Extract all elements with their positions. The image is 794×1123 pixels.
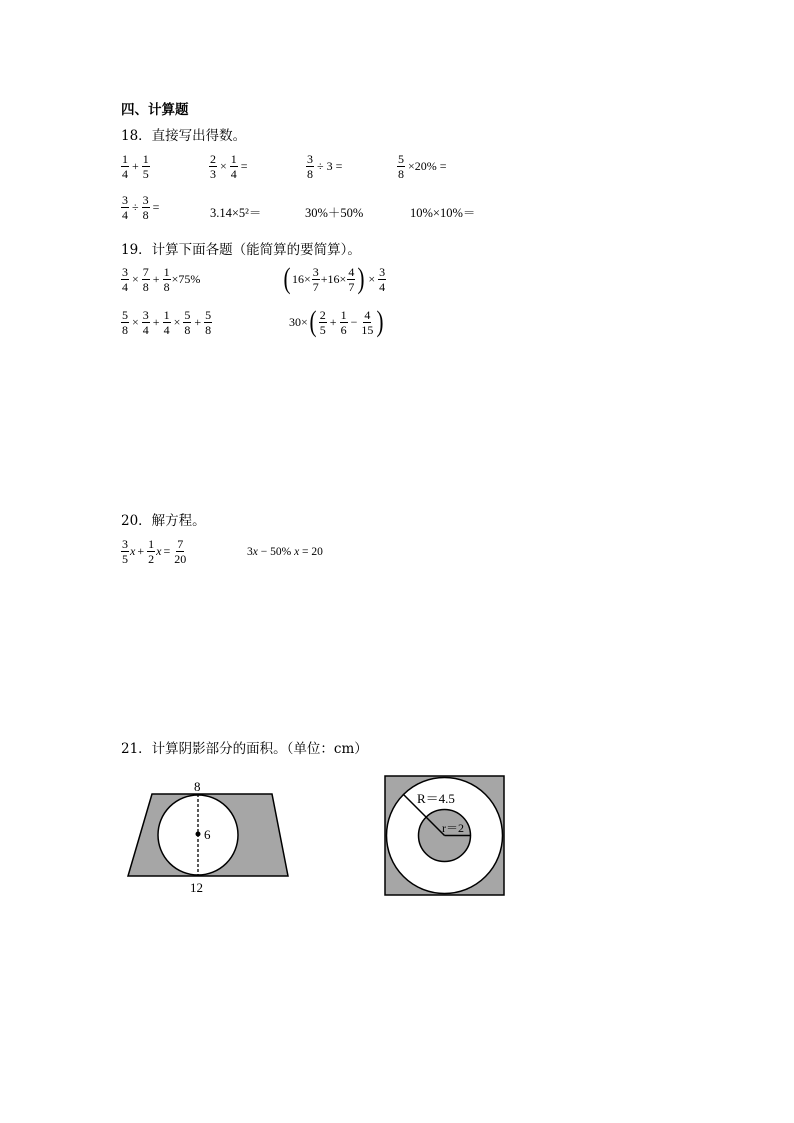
q18-expr-4: $\frac{5}{8}$ ×20% = bbox=[398, 152, 447, 181]
q19-prompt: 19．计算下面各题（能简算的要简算）。 bbox=[121, 242, 361, 258]
q18-expr-7: 30%＋50% bbox=[305, 206, 364, 220]
q19-expr-b: ( 16× $\frac{3}{7}$ +16× $\frac{4}{7}$ ) × $\frac{3}{4}$ bbox=[283, 262, 386, 295]
fraction: $\frac{4}{15}$ bbox=[361, 307, 374, 337]
fraction: $\frac{3}{4}$ bbox=[379, 264, 386, 294]
q20-equation-b: 3 x − 50% x = 20 bbox=[247, 546, 323, 558]
annulus-figure bbox=[384, 775, 506, 897]
fraction: $\frac{3}{4}$ bbox=[122, 265, 128, 294]
fraction: $\frac{5}{8}$ bbox=[205, 308, 212, 337]
small-radius-label: r＝2 bbox=[442, 821, 464, 835]
fraction: $\frac{5}{8}$ bbox=[122, 308, 128, 337]
q20-prompt: 20．解方程。 bbox=[121, 513, 206, 529]
diameter-label: 6 bbox=[204, 827, 211, 842]
big-radius-label: R＝4.5 bbox=[417, 791, 455, 806]
q18-prompt: 18．直接写出得数。 bbox=[121, 128, 247, 144]
q18-expr-6: 3.14×5²＝ bbox=[210, 206, 262, 220]
center-dot bbox=[196, 832, 201, 837]
fraction: $\frac{5}{8}$ bbox=[398, 152, 404, 181]
q19-expr-a: $\frac{3}{4}$ × $\frac{7}{8}$ + $\frac{1}{8}$ ×75% bbox=[122, 265, 201, 294]
fraction: $\frac{1}{8}$ bbox=[163, 265, 170, 294]
fraction: $\frac{1}{2}$ bbox=[148, 537, 155, 566]
fraction: $\frac{1}{6}$ bbox=[340, 307, 347, 337]
fraction: $\frac{2}{5}$ bbox=[319, 307, 326, 337]
fraction: $\frac{4}{7}$ bbox=[348, 264, 355, 294]
fraction: $\frac{7}{8}$ bbox=[142, 265, 149, 294]
q18-expr-8: 10%×10%＝ bbox=[410, 206, 476, 220]
fraction: $\frac{3}{4}$ bbox=[142, 308, 149, 337]
fraction: $\frac{5}{8}$ bbox=[184, 308, 191, 337]
fraction: $\frac{2}{3}$ bbox=[210, 152, 216, 181]
section-title: 四、计算题 bbox=[121, 102, 189, 118]
fraction: $\frac{3}{7}$ bbox=[312, 264, 319, 294]
q19-expr-d: 30× ( $\frac{2}{5}$ + $\frac{1}{6}$ − $\frac{4}{15}$ ) bbox=[289, 305, 384, 338]
fraction: $\frac{1}{4}$ bbox=[230, 152, 237, 181]
q20-equation-a: $\frac{3}{5}$ x + $\frac{1}{2}$ x = $\frac{7}{20}$ bbox=[122, 537, 187, 566]
q21-prompt: 21．计算阴影部分的面积。（单位：cm） bbox=[121, 741, 368, 757]
fraction: $\frac{1}{4}$ bbox=[122, 152, 128, 181]
fraction: $\frac{3}{8}$ bbox=[142, 193, 149, 222]
q19-expr-c: $\frac{5}{8}$ × $\frac{3}{4}$ + $\frac{1}{4}$ × $\frac{5}{8}$ + $\frac{5}{8}$ bbox=[122, 308, 212, 337]
q18-expr-2: $\frac{2}{3}$ × $\frac{1}{4}$ = bbox=[210, 152, 248, 181]
q18-expr-3: $\frac{3}{8}$ ÷ 3 = bbox=[307, 152, 343, 181]
fraction: $\frac{1}{4}$ bbox=[163, 308, 170, 337]
q18-expr-1: $\frac{1}{4}$ + $\frac{1}{5}$ bbox=[122, 152, 149, 181]
fraction: $\frac{7}{20}$ bbox=[174, 537, 187, 566]
trapezoid-figure bbox=[120, 772, 300, 902]
fraction: $\frac{3}{5}$ bbox=[122, 537, 128, 566]
trapezoid-top-label: 8 bbox=[194, 779, 201, 794]
fraction: $\frac{1}{5}$ bbox=[142, 152, 149, 181]
fraction: $\frac{3}{4}$ bbox=[122, 193, 128, 222]
fraction: $\frac{3}{8}$ bbox=[307, 152, 313, 181]
trapezoid-bottom-label: 12 bbox=[190, 880, 203, 895]
q18-expr-5: $\frac{3}{4}$ ÷ $\frac{3}{8}$ = bbox=[122, 193, 160, 222]
